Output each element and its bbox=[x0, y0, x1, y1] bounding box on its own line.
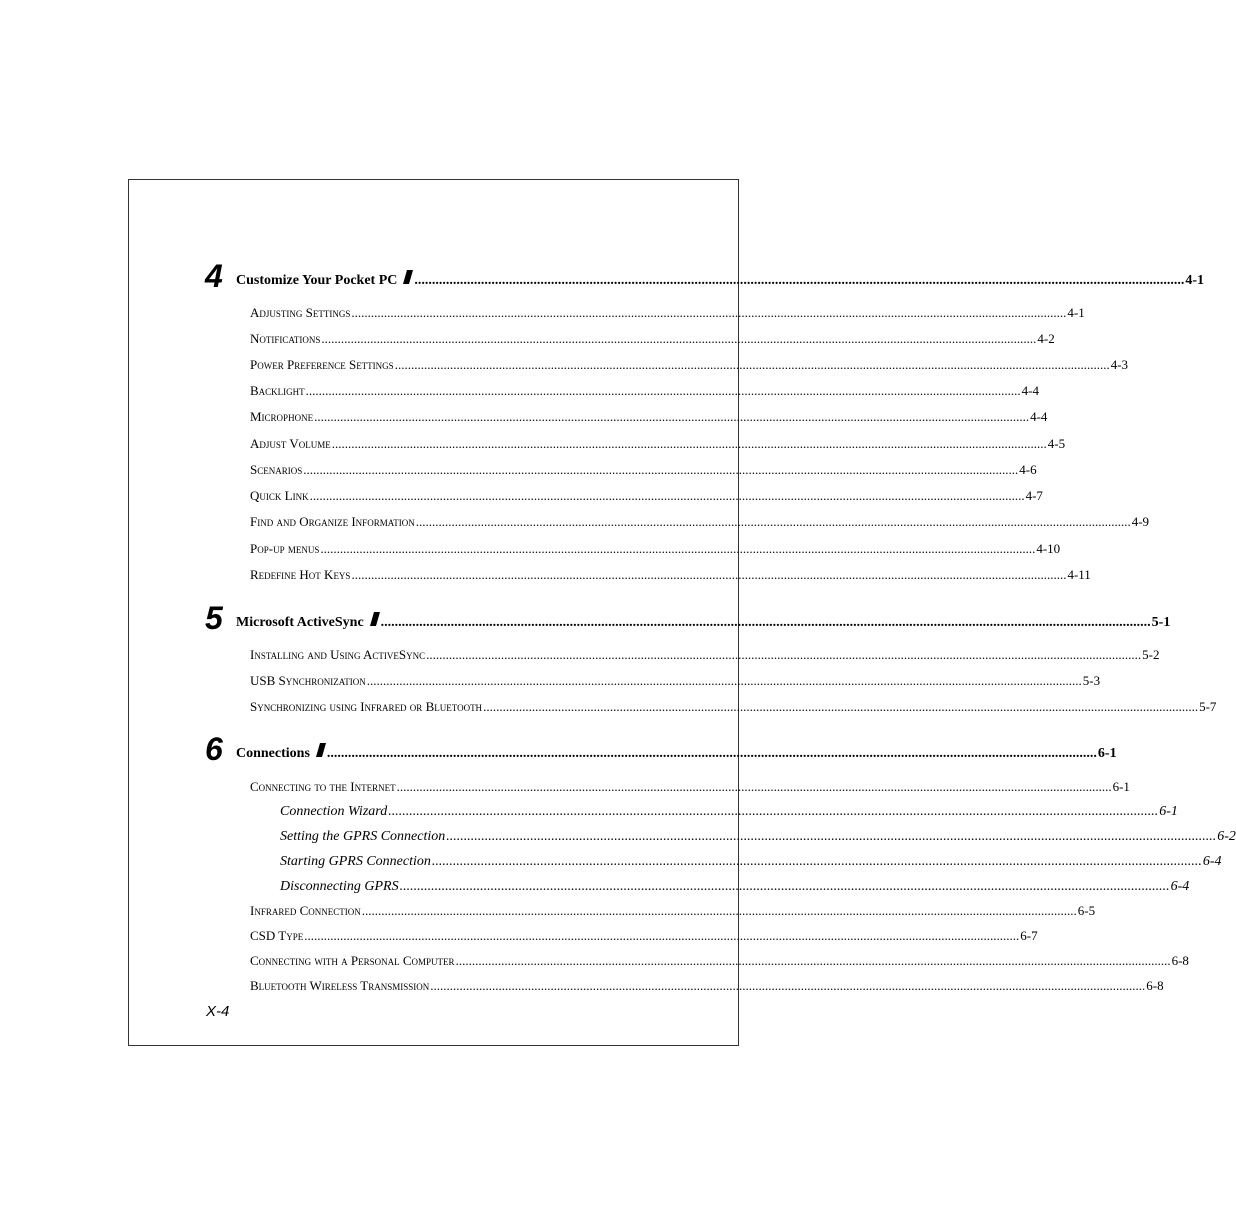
entry-title: Connecting with a Personal Computer bbox=[250, 953, 455, 968]
entry-title: Notifications bbox=[250, 331, 321, 346]
entry-page: 4-10 bbox=[1036, 541, 1061, 556]
entry-title: Disconnecting GPRS bbox=[280, 879, 399, 894]
entry-page: 6-2 bbox=[1217, 829, 1236, 844]
toc-entry[interactable] bbox=[250, 673, 1101, 689]
chapter-page: 5-1 bbox=[1151, 615, 1171, 630]
entry-title: Connection Wizard bbox=[280, 804, 388, 819]
entry-page: 4-4 bbox=[1021, 383, 1040, 398]
chapter-number: 4 bbox=[205, 258, 223, 294]
toc-entry[interactable] bbox=[250, 357, 1129, 373]
dot-leader bbox=[310, 488, 1025, 504]
entry-title: Bluetooth Wireless Transmission bbox=[250, 978, 430, 993]
toc-entry[interactable] bbox=[250, 383, 1040, 399]
dot-leader bbox=[304, 928, 1019, 944]
toc-entry[interactable] bbox=[250, 436, 1066, 452]
entry-page: 4-5 bbox=[1047, 436, 1066, 451]
entry-title: Connecting to the Internet bbox=[250, 779, 396, 794]
dot-leader bbox=[332, 436, 1047, 452]
toc-entry[interactable] bbox=[250, 567, 1091, 583]
dot-leader bbox=[395, 357, 1110, 373]
entry-title: USB Synchronization bbox=[250, 673, 366, 688]
dot-leader bbox=[456, 953, 1171, 969]
entry-page: 4-1 bbox=[1067, 305, 1085, 320]
entry-title: Adjusting Settings bbox=[250, 305, 351, 320]
entry-page: 5-2 bbox=[1142, 647, 1160, 662]
entry-title: CSD Type bbox=[250, 928, 304, 943]
dot-leader bbox=[483, 699, 1198, 715]
chapter-title: Connections bbox=[236, 746, 310, 761]
toc-entry[interactable] bbox=[250, 647, 1160, 663]
toc-entry[interactable] bbox=[250, 488, 1043, 504]
entry-title: Adjust Volume bbox=[250, 436, 331, 451]
dot-leader bbox=[400, 879, 1170, 895]
entry-page: 6-8 bbox=[1146, 978, 1164, 993]
entry-page: 4-9 bbox=[1131, 514, 1150, 529]
entry-title: Infrared Connection bbox=[250, 903, 361, 918]
entry-page: 4-11 bbox=[1067, 567, 1091, 582]
entry-page: 4-2 bbox=[1037, 331, 1055, 346]
dot-leader bbox=[397, 779, 1112, 795]
entry-title: Microphone bbox=[250, 409, 314, 424]
chapter-marker-icon bbox=[316, 743, 326, 757]
toc-subentry[interactable] bbox=[280, 879, 1190, 895]
entry-page: 6-8 bbox=[1171, 953, 1189, 968]
dot-leader bbox=[446, 829, 1216, 845]
toc-subentry[interactable] bbox=[280, 854, 1222, 870]
toc-entry[interactable] bbox=[250, 928, 1038, 944]
dot-leader bbox=[362, 903, 1077, 919]
chapter-marker-icon bbox=[403, 270, 413, 284]
dot-leader bbox=[430, 978, 1145, 994]
entry-title: Pop-up menus bbox=[250, 541, 320, 556]
entry-title: Backlight bbox=[250, 383, 305, 398]
chapter-page: 4-1 bbox=[1185, 273, 1205, 288]
toc-entry[interactable] bbox=[250, 953, 1189, 969]
entry-title: Scenarios bbox=[250, 462, 303, 477]
entry-page: 4-6 bbox=[1019, 462, 1037, 477]
toc-chapter-6[interactable] bbox=[205, 729, 1117, 767]
entry-page: 6-4 bbox=[1202, 854, 1222, 869]
dot-leader bbox=[351, 305, 1066, 321]
toc-subentry[interactable] bbox=[280, 804, 1178, 820]
toc-entry[interactable] bbox=[250, 903, 1096, 919]
toc-entry[interactable] bbox=[250, 978, 1164, 994]
entry-title: Setting the GPRS Connection bbox=[280, 829, 446, 844]
entry-page: 5-7 bbox=[1199, 699, 1217, 714]
entry-page: 4-7 bbox=[1025, 488, 1043, 503]
chapter-title: Microsoft ActiveSync bbox=[236, 615, 364, 630]
chapter-number: 5 bbox=[205, 600, 223, 636]
dot-leader bbox=[314, 409, 1029, 425]
toc-entry[interactable] bbox=[250, 699, 1217, 715]
dot-leader bbox=[381, 614, 1151, 632]
entry-page: 5-3 bbox=[1082, 673, 1101, 688]
entry-page: 6-1 bbox=[1159, 804, 1178, 819]
entry-page: 4-3 bbox=[1110, 357, 1129, 372]
toc-entry[interactable] bbox=[250, 305, 1085, 321]
toc-entry[interactable] bbox=[250, 541, 1061, 557]
chapter-marker-icon bbox=[370, 612, 380, 626]
entry-page: 6-5 bbox=[1077, 903, 1096, 918]
entry-title: Power Preference Settings bbox=[250, 357, 394, 372]
entry-title: Installing and Using ActiveSync bbox=[250, 647, 426, 662]
dot-leader bbox=[306, 383, 1021, 399]
dot-leader bbox=[414, 272, 1184, 290]
toc-entry[interactable] bbox=[250, 779, 1130, 795]
toc-chapter-4[interactable] bbox=[205, 256, 1205, 294]
dot-leader bbox=[327, 745, 1097, 763]
toc-entry[interactable] bbox=[250, 331, 1055, 347]
toc-entry[interactable] bbox=[250, 462, 1037, 478]
toc-entry[interactable] bbox=[250, 409, 1048, 425]
chapter-number: 6 bbox=[205, 731, 223, 767]
dot-leader bbox=[416, 514, 1131, 530]
dot-leader bbox=[426, 647, 1141, 663]
toc-chapter-5[interactable] bbox=[205, 598, 1171, 636]
entry-title: Find and Organize Information bbox=[250, 514, 415, 529]
entry-page: 6-4 bbox=[1170, 879, 1190, 894]
toc-entry[interactable] bbox=[250, 514, 1150, 530]
entry-page: 4-4 bbox=[1030, 409, 1048, 424]
dot-leader bbox=[320, 541, 1035, 557]
entry-page: 6-1 bbox=[1112, 779, 1130, 794]
entry-title: Quick Link bbox=[250, 488, 309, 503]
dot-leader bbox=[367, 673, 1082, 689]
dot-leader bbox=[432, 854, 1202, 870]
toc-subentry[interactable] bbox=[280, 829, 1236, 845]
dot-leader bbox=[351, 567, 1066, 583]
dot-leader bbox=[303, 462, 1018, 478]
dot-leader bbox=[388, 804, 1158, 820]
entry-title: Redefine Hot Keys bbox=[250, 567, 351, 582]
entry-page: 6-7 bbox=[1020, 928, 1038, 943]
entry-title: Synchronizing using Infrared or Bluetooth bbox=[250, 699, 483, 714]
dot-leader bbox=[321, 331, 1036, 347]
page-number: X-4 bbox=[206, 1003, 230, 1020]
chapter-title: Customize Your Pocket PC bbox=[236, 273, 398, 288]
entry-title: Starting GPRS Connection bbox=[280, 854, 431, 869]
chapter-page: 6-1 bbox=[1097, 746, 1117, 761]
